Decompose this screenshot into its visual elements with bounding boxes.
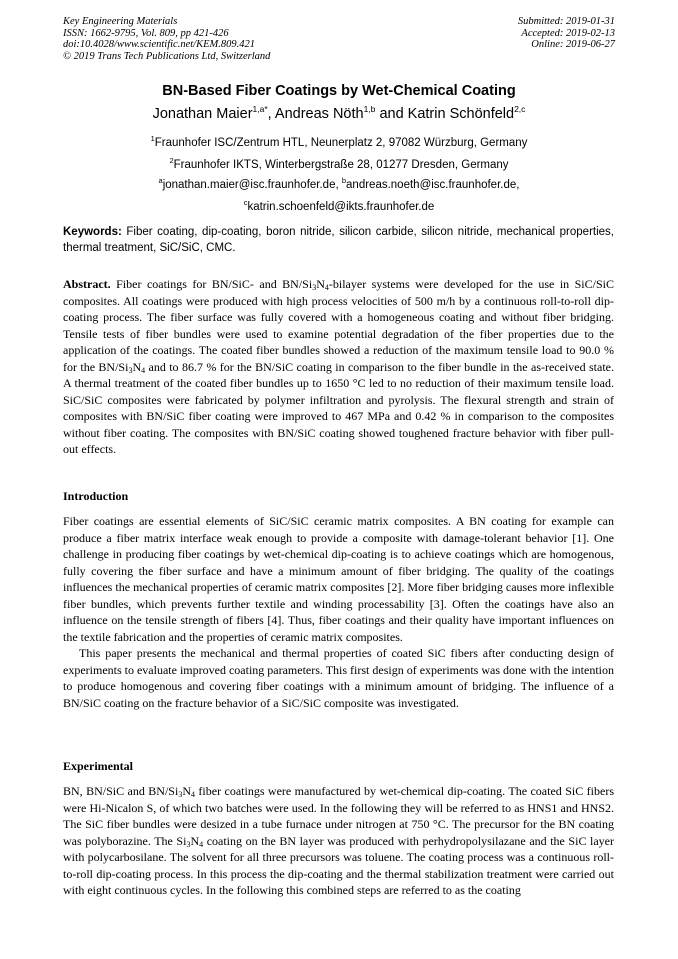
- abstract-text: -bilayer systems were developed for the use in SiC/SiC composites. All coatings were produced with high process velocities of 500 m/h by a continuous roll-to-roll dip-coating process. The fiber surface was fully covered with a homogeneous coating and without fiber bridging. Tensile tests of fiber bundles were used to examine potential degradation of the fiber properties due to the application of the coatings. The coated fiber bundles showed a reduction of the maximum tensile load to 90.0 % for the BN/Si: [63, 277, 614, 374]
- paragraph-text: BN, BN/SiC and BN/Si: [63, 784, 179, 798]
- affiliation-2: [0, 152, 678, 174]
- affiliation-text: Fraunhofer ISC/Zentrum HTL, Neunerplatz 2, 97082 Würzburg, Germany: [154, 136, 528, 149]
- author-name: Katrin Schönfeld: [407, 105, 515, 122]
- email-link[interactable]: jonathan.maier@isc.fraunhofer.de,: [162, 178, 342, 191]
- paragraph: This paper presents the mechanical and thermal properties of coated SiC fibers after conducting design of experiments to evaluate improved coating parameters. This first design of experiments was done with the intention to produce homogenous and covering fiber coatings with a minimum amount of bridging. The influence of a BN/SiC coating on the fracture behavior of a SiC/SiC composite was investigated.: [63, 646, 614, 710]
- subscript: 3: [128, 365, 133, 375]
- subscript: 3: [186, 839, 191, 849]
- experimental-body: [63, 783, 614, 899]
- affiliation-number: 2: [169, 156, 174, 165]
- abstract-text: Fiber coatings for BN/SiC- and BN/Si: [110, 277, 313, 291]
- journal-name: Key Engineering Materials: [63, 16, 178, 27]
- abstract-label: Abstract.: [63, 277, 111, 291]
- affiliation-number: 1: [150, 134, 155, 143]
- keywords-label: Keywords:: [63, 226, 122, 238]
- email-mark: b: [341, 176, 347, 185]
- author-separator: and: [375, 105, 408, 122]
- keywords: [63, 224, 614, 256]
- subscript: 4: [190, 790, 195, 799]
- subscript: 3: [178, 790, 183, 799]
- subscript: 4: [324, 283, 329, 292]
- author-affiliation-mark: 2,c: [514, 104, 526, 114]
- keywords-text: Fiber coating, dip-coating, boron nitride, silicon carbide, silicon nitride, mechanical properties, thermal treatment, SiC/SiC, CMC.: [63, 226, 614, 254]
- abstract-text: and to 86.7 % for the BN/SiC coating in comparison to the fiber bundle in the as-received state. A thermal treatment of the coated fiber bundles up to 1650 °C led to no reduction of their maximum tensile load. SiC/SiC composites were fabricated by polymer infiltration and pyrolysis. The flexural strength and strain of composites with BN/SiC fiber coating were improved to 467 MPa and 0.42 % in comparison to the composites without fiber coating. The composites with BN/SiC coating showed toughened fracture behavior with fiber pull-out effects.: [63, 359, 614, 456]
- author-separator: ,: [267, 105, 275, 122]
- author-emails: [0, 172, 678, 216]
- email-mark: a: [158, 176, 163, 185]
- author-name: Andreas Nöth: [274, 105, 364, 122]
- paragraph-text: N: [190, 833, 200, 848]
- publication-dates: [518, 16, 615, 51]
- abstract: [63, 276, 614, 458]
- copyright-line: © 2019 Trans Tech Publications Ltd, Switzerland: [63, 50, 271, 62]
- issn-line: ISSN: 1662-9795, Vol. 809, pp 421-426: [63, 27, 229, 39]
- paragraph-text: N: [182, 784, 191, 798]
- subscript: 4: [141, 365, 146, 375]
- email-line-1: [0, 172, 678, 194]
- introduction-body: [63, 513, 614, 711]
- author-name: Jonathan Maier: [152, 105, 253, 122]
- author-affiliation-mark: 1,b: [363, 104, 376, 114]
- doi-line[interactable]: doi:10.4028/www.scientific.net/KEM.809.421: [63, 39, 255, 50]
- email-link[interactable]: andreas.noeth@isc.fraunhofer.de,: [346, 178, 520, 191]
- author-affiliation-mark: 1,a*: [252, 104, 268, 114]
- experimental-heading: Experimental: [63, 759, 133, 773]
- journal-info: [63, 16, 270, 62]
- online-date: Online: 2019-06-27: [531, 39, 615, 50]
- paper-title: BN-Based Fiber Coatings by Wet-Chemical Coating: [162, 83, 516, 99]
- email-line-2: [0, 194, 678, 216]
- subscript: 3: [312, 283, 317, 292]
- paragraph-text: coating on the BN layer was produced with perhydropolysilazane and the SiC layer with polycarbosilane. The solvent for all three precursors was toluene. The coating process was a continuous roll-to-roll dip-coating process. In this process the dip-coating and the thermal stabilization treatment were carried out with eight continuous cycles. In the following this combined steps are referred to as the coating: [63, 833, 614, 897]
- email-mark: c: [243, 197, 248, 207]
- author-list: [0, 104, 678, 122]
- affiliation-text: Fraunhofer IKTS, Winterbergstraße 28, 01277 Dresden, Germany: [173, 158, 509, 171]
- abstract-text: N: [316, 277, 325, 291]
- subscript: 4: [199, 839, 204, 849]
- abstract-text: N: [132, 359, 142, 374]
- email-link[interactable]: katrin.schoenfeld@ikts.fraunhofer.de: [247, 200, 435, 213]
- paragraph: Fiber coatings are essential elements of SiC/SiC ceramic matrix composites. A BN coating for example can produce a fiber matrix interface weak enough to provide a composite with damage-tolerant behavior [1]. One challenge in producing fiber coatings by wet-chemical dip-coating is to achieve coatings which are homogenous, fully covering the fiber surface and have a minimum amount of fiber bridging. The quality of the coatings influences the mechanical properties of ceramic matrix composites [2]. More fiber bridging causes more inflexible fiber bundles, which prevents further textile and winding processability [3]. Often the coatings have also an influence on the tensile strength of fibers [4]. Thus, fiber coatings and their quality have important influences on the textile fabrication and the properties of ceramic matrix composites.: [63, 514, 614, 644]
- accepted-date: Accepted: 2019-02-13: [521, 27, 615, 39]
- introduction-heading: Introduction: [63, 489, 129, 503]
- paragraph-text: fiber coatings were manufactured by wet-chemical dip-coating. The coated SiC fibers were Hi-Nicalon S, of which two batches were used. In the following they will be referred to as HNS1 and HNS2. The SiC fiber bundles were desized in a tube furnace under nitrogen at 750 °C. The precursor for the BN coating was polyborazine. The Si: [63, 784, 614, 848]
- affiliation-1: [0, 130, 678, 152]
- submitted-date: Submitted: 2019-01-31: [517, 16, 615, 27]
